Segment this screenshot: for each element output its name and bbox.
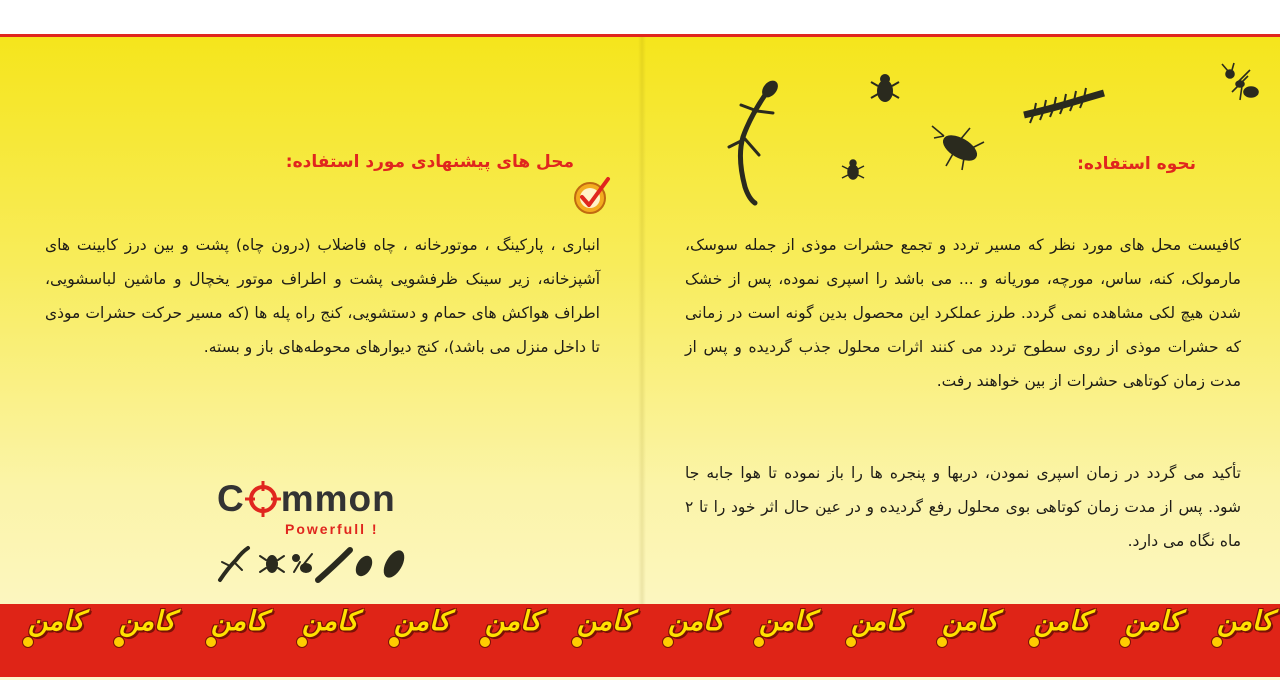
brand-mark-logo — [577, 606, 639, 654]
brand-mark-logo — [1125, 606, 1187, 654]
brand-mark-logo — [28, 606, 90, 654]
brand-mark-logo — [942, 606, 1004, 654]
brand-mark-text: کامن — [302, 606, 359, 637]
brand-mark-logo — [485, 606, 547, 654]
brand-mark-text: کامن — [1125, 606, 1182, 637]
brand-mark-text: کامن — [394, 606, 451, 637]
brand-dot-icon — [1119, 636, 1131, 648]
brand-mark-text: کامن — [668, 606, 725, 637]
brand-dot-icon — [479, 636, 491, 648]
brand-mark-text: کامن — [28, 606, 85, 637]
brand-mark-logo — [759, 606, 821, 654]
brand-mark-logo — [302, 606, 364, 654]
insects-strip-icon — [214, 540, 414, 586]
brand-mark-logo — [211, 606, 273, 654]
brand-mark-text: کامن — [942, 606, 999, 637]
brand-mark-text: کامن — [119, 606, 176, 637]
brand-mark-logo — [1217, 606, 1279, 654]
logo-tagline: Powerfull ! — [285, 521, 379, 537]
brand-dot-icon — [113, 636, 125, 648]
checkmark-icon — [570, 175, 612, 217]
brand-dot-icon — [388, 636, 400, 648]
center-fold — [638, 37, 646, 607]
beetle-icon — [868, 72, 902, 106]
suggested-locations-heading: محل های پیشنهادی مورد استفاده: — [285, 152, 574, 172]
centipede-icon — [1020, 85, 1110, 125]
usage-heading: نحوه استفاده: — [1077, 154, 1196, 174]
brand-mark-text: کامن — [1034, 606, 1091, 637]
brand-mark-logo — [1034, 606, 1096, 654]
brand-mark-text: کامن — [485, 606, 542, 637]
brand-mark-text: کامن — [211, 606, 268, 637]
brand-dot-icon — [1211, 636, 1223, 648]
suggested-locations-text: انباری ، پارکینگ ، موتورخانه ، چاه فاضلاب (درون چاه) پشت و بین درز کابینت های آشپزخانه، زیر سینک ظرفشویی پشت و اطراف موتور یخچال و ماشین لباسشویی، اطراف هواکش های حمام و دستشویی، کنج راه پله ها (که مسیر حرکت حشرات موذی تا داخل منزل می باشد)، کنج دیوارهای محوطه‌های باز و بسته. — [45, 236, 600, 356]
brand-dot-icon — [22, 636, 34, 648]
beetle-icon — [840, 157, 866, 183]
brand-dot-icon — [936, 636, 948, 648]
brand-mark-text: کامن — [1217, 606, 1274, 637]
cockroach-icon — [930, 122, 986, 172]
brand-dot-icon — [753, 636, 765, 648]
usage-text: کافیست محل های مورد نظر که مسیر تردد و تجمع حشرات موذی از جمله سوسک، مارمولک، کنه، ساس، مورچه، موریانه و ... می باشد را اسپری نموده، پس از خشک شدن هیچ لکی مشاهده نمی گردد. طرز عملکرد این محصول بدین گونه است در زمانی که حشرات موذی از روی سطوح تردد می کنند اثرات محلول جذب گردیده و پس از مدت زمان کوتاهی حشرات از بین خواهند رفت. — [685, 236, 1241, 390]
brand-dot-icon — [205, 636, 217, 648]
brand-mark-logo — [851, 606, 913, 654]
brand-dot-icon — [1028, 636, 1040, 648]
brand-mark-logo — [119, 606, 181, 654]
ant-icon — [1220, 62, 1264, 106]
brand-mark-text: کامن — [577, 606, 634, 637]
brand-dot-icon — [296, 636, 308, 648]
brand-mark-text: کامن — [759, 606, 816, 637]
common-logo: C mmon — [217, 478, 396, 519]
brand-mark-logo — [668, 606, 730, 654]
brand-mark-text: کامن — [851, 606, 908, 637]
brand-dot-icon — [845, 636, 857, 648]
brand-mark-logo — [394, 606, 456, 654]
brand-dot-icon — [571, 636, 583, 648]
usage-note-text: تأکید می گردد در زمان اسپری نمودن، دربها و پنجره ها را باز نموده تا هوا جابه جا شود. پس از مدت زمان کوتاهی بوی محلول رفع گردیده و در عین حال اثر خود را تا ۲ ماه نگاه می دارد. — [685, 464, 1241, 550]
lizard-icon — [715, 77, 785, 207]
brand-dot-icon — [662, 636, 674, 648]
